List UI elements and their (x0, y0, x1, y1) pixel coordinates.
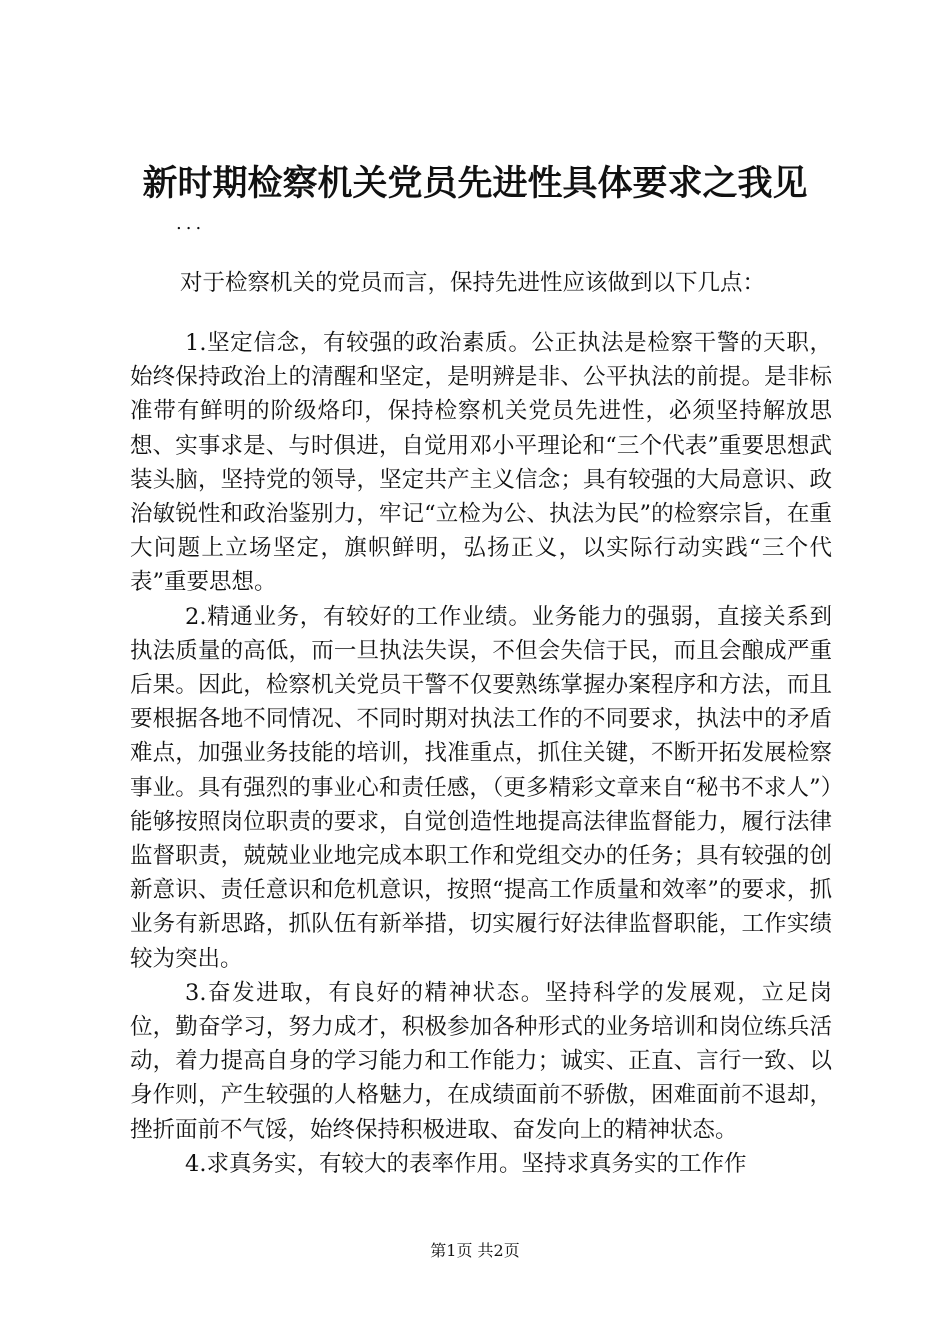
title-continuation-ellipsis: ... (176, 213, 206, 234)
page-indicator: 第1页 共2页 (430, 1241, 520, 1260)
intro-paragraph: 对于检察机关的党员而言，保持先进性应该做到以下几点： (180, 270, 766, 296)
paragraph-point-2: 2.精通业务，有较好的工作业绩。业务能力的强弱，直接关系到执法质量的高低，而一旦执法失误，不但会失信于民，而且会酿成严重后果。因此，检察机关党员干警不仅要熟练掌握办案程序和方法，而且要根据各地不同情况、不同时期对执法工作的不同要求，执法中的矛盾难点，加强业务技能的培训，找准重点，抓住关键，不断开拓发展检察事业。具有强烈的事业心和责任感，（更多精彩文章来自“秘书不求人”）能够按照岗位职责的要求，自觉创造性地提高法律监督能力，履行法律监督职责，兢兢业业地完成本职工作和党组交办的任务；具有较强的创新意识、责任意识和危机意识，按照“提高工作质量和效率”的要求，抓业务有新思路，抓队伍有新举措，切实履行好法律监督职能，工作实绩较为突出。 (130, 603, 832, 972)
document-body (130, 326, 832, 1181)
document-title: 新时期检察机关党员先进性具体要求之我见 (142, 163, 808, 204)
paragraph-point-3: 3.奋发进取，有良好的精神状态。坚持科学的发展观，立足岗位，勤奋学习，努力成才，积极参加各种形式的业务培训和岗位练兵活动，着力提高自身的学习能力和工作能力；诚实、正直、言行一致、以身作则，产生较强的人格魅力，在成绩面前不骄傲，困难面前不退却，挫折面前不气馁，始终保持积极进取、奋发向上的精神状态。 (130, 979, 832, 1143)
paragraph-point-4: 4.求真务实，有较大的表率作用。坚持求真务实的工作作 (185, 1150, 747, 1177)
paragraph-point-1: 1.坚定信念，有较强的政治素质。公正执法是检察干警的天职，始终保持政治上的清醒和坚定，是明辨是非、公平执法的前提。是非标准带有鲜明的阶级烙印，保持检察机关党员先进性，必须坚持解放思想、实事求是、与时俱进，自觉用邓小平理论和“三个代表”重要思想武装头脑，坚持党的领导，坚定共产主义信念；具有较强的大局意识、政治敏锐性和政治鉴别力，牢记“立检为公、执法为民”的检察宗旨，在重大问题上立场坚定，旗帜鲜明，弘扬正义，以实际行动实践“三个代表”重要思想。 (130, 330, 832, 596)
page-footer (0, 1240, 950, 1262)
